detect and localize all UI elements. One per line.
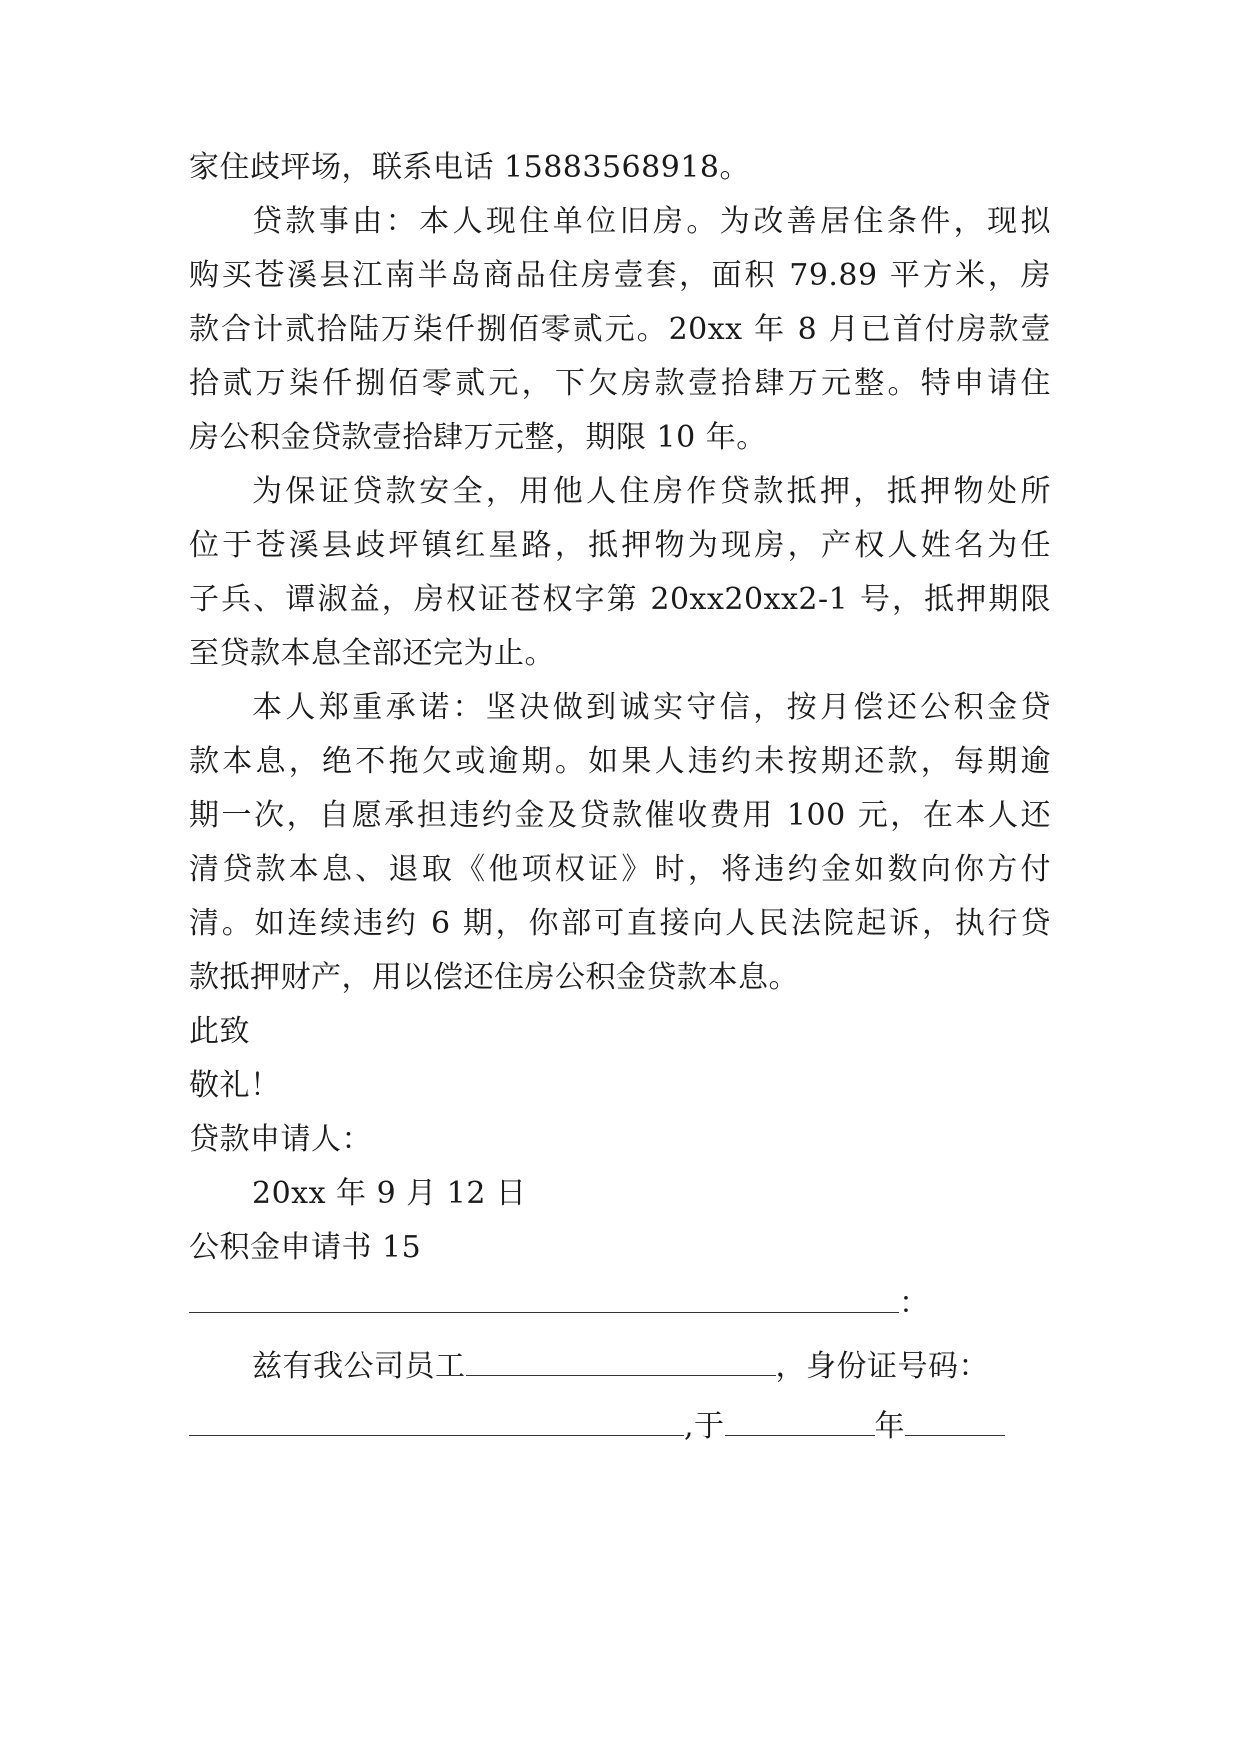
section-title: 公积金申请书 15 — [189, 1230, 422, 1265]
paragraph-collateral-line: 位于苍溪县歧坪镇红星路，抵押物为现房，产权人姓名为任 — [189, 528, 1051, 563]
paragraph-collateral-line: 子兵、谭淑益，房权证苍权字第 20xx20xx2-1 号，抵押期限 — [189, 582, 1051, 617]
date-prefix: ,于 — [684, 1409, 725, 1444]
signature-date: 20xx 年 9 月 12 日 — [252, 1176, 527, 1211]
month-blank[interactable] — [905, 1405, 1005, 1436]
paragraph-loan-reason-line: 房公积金贷款壹拾肆万元整，期限 10 年。 — [189, 420, 767, 455]
paragraph-collateral-line: 至贷款本息全部还完为止。 — [189, 636, 555, 671]
paragraph-loan-reason-line: 款合计贰拾陆万柒仟捌佰零贰元。20xx 年 8 月已首付房款壹 — [189, 312, 1051, 347]
paragraph-commitment-line: 期一次，自愿承担违约金及贷款催收费用 100 元，在本人还 — [189, 798, 1051, 833]
paragraph-loan-reason-line: 拾贰万柒仟捌佰零贰元，下欠房款壹拾肆万元整。特申请住 — [189, 366, 1051, 401]
paragraph-commitment-line: 清。如连续违约 6 期，你部可直接向人民法院起诉，执行贷 — [189, 906, 1051, 941]
paragraph-collateral-line: 为保证贷款安全，用他人住房作贷款抵押，抵押物处所 — [252, 474, 1051, 509]
addressee-blank[interactable] — [189, 1282, 899, 1313]
form-employee-line — [252, 1345, 989, 1387]
paragraph-contact-line: 家住歧坪场，联系电话 15883568918。 — [189, 150, 750, 185]
year-label: 年 — [874, 1409, 906, 1444]
paragraph-commitment-line: 款抵押财产，用以偿还住房公积金贷款本息。 — [189, 960, 799, 995]
paragraph-commitment-line: 款本息，绝不拖欠或逾期。如果人违约未按期还款，每期逾 — [189, 744, 1051, 779]
applicant-label: 贷款申请人： — [189, 1122, 372, 1157]
salutation-jing-li: 敬礼！ — [189, 1068, 281, 1103]
year-blank[interactable] — [725, 1405, 875, 1436]
employee-prefix: 兹有我公司员工 — [252, 1349, 466, 1384]
id-number-label: ，身份证号码： — [775, 1349, 989, 1384]
salutation-ci-zhi: 此致 — [189, 1014, 250, 1049]
id-number-blank[interactable] — [189, 1405, 684, 1436]
paragraph-commitment-line: 本人郑重承诺：坚决做到诚实守信，按月偿还公积金贷 — [252, 690, 1051, 725]
form-addressee-line — [189, 1282, 930, 1324]
employee-name-blank[interactable] — [466, 1345, 776, 1376]
paragraph-loan-reason-line: 购买苍溪县江南半岛商品住房壹套，面积 79.89 平方米，房 — [189, 258, 1051, 293]
form-id-date-line — [189, 1405, 1005, 1447]
paragraph-loan-reason-line: 贷款事由：本人现住单位旧房。为改善居住条件，现拟 — [252, 204, 1051, 239]
addressee-colon: ： — [899, 1286, 930, 1321]
paragraph-commitment-line: 清贷款本息、退取《他项权证》时，将违约金如数向你方付 — [189, 852, 1051, 887]
